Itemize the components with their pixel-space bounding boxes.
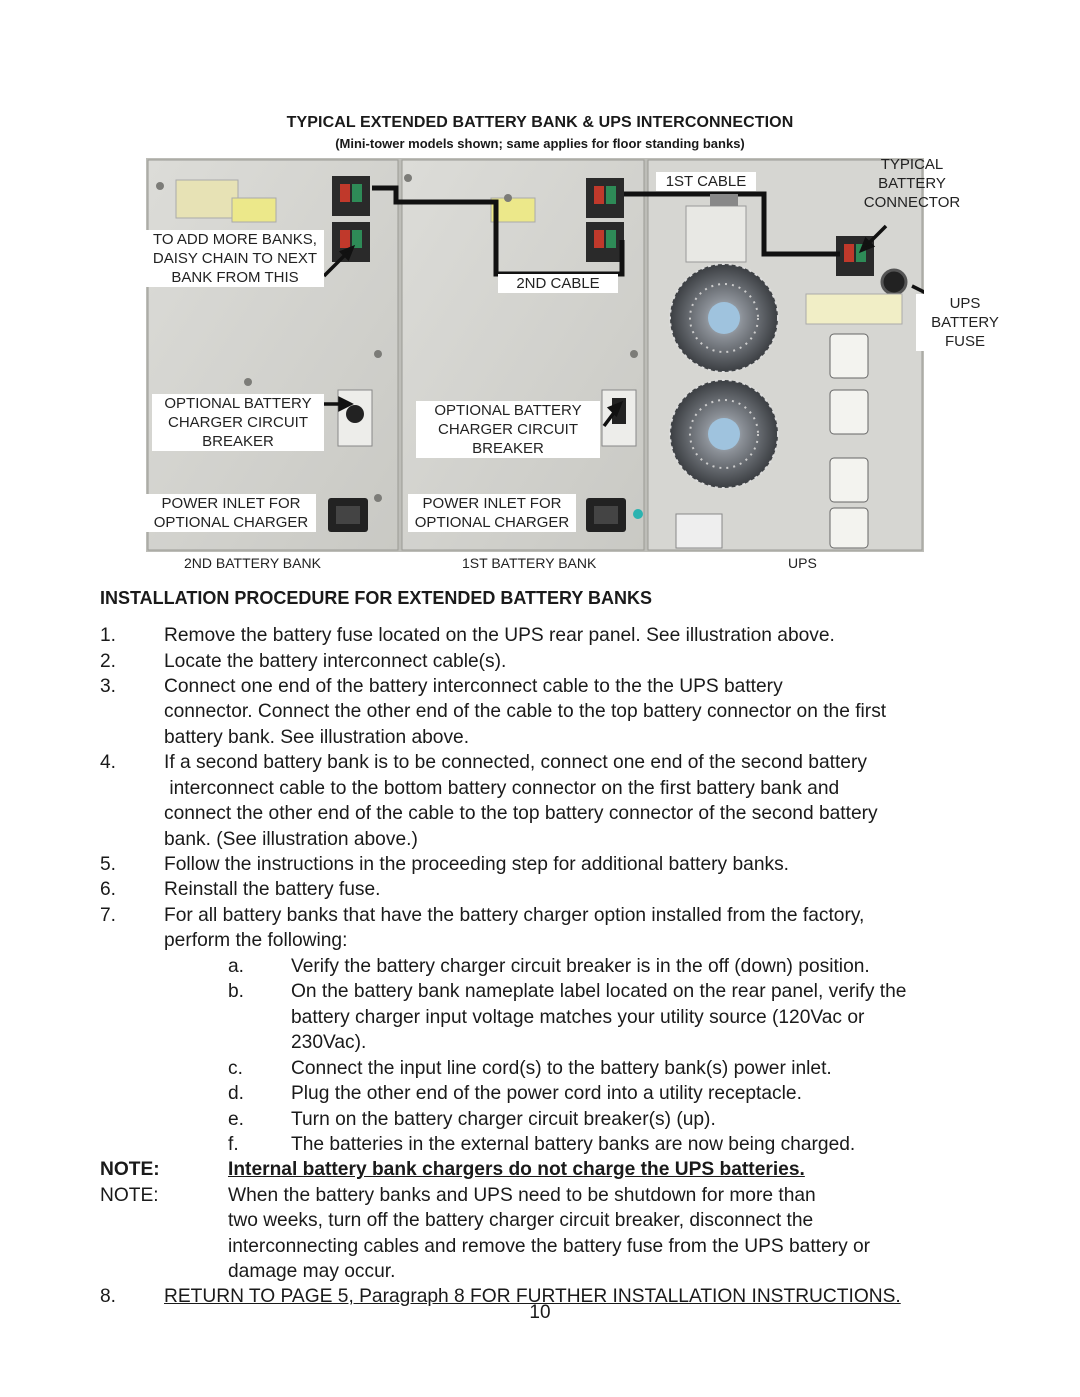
- step-text: Locate the battery interconnect cable(s).: [164, 651, 507, 672]
- step-text: If a second battery bank is to be connected, connect one end of the second battery: [164, 752, 867, 773]
- step-number: 2.: [100, 651, 117, 672]
- battery-connector-callout: TYPICAL BATTERY CONNECTOR: [863, 156, 961, 211]
- note-label: NOTE:: [100, 1159, 160, 1180]
- first-bank-label: 1ST BATTERY BANK: [462, 555, 597, 571]
- breaker-callout-1st-bank: OPTIONAL BATTERY CHARGER CIRCUIT BREAKER: [416, 401, 600, 458]
- figure-subtitle: (Mini-tower models shown; same applies for floor standing banks): [335, 136, 745, 151]
- note-label: NOTE:: [100, 1185, 159, 1206]
- breaker-callout-2nd-bank: OPTIONAL BATTERY CHARGER CIRCUIT BREAKER: [152, 394, 324, 451]
- battery-fuse-callout: UPS BATTERY FUSE: [916, 294, 1014, 351]
- step-text: Remove the battery fuse located on the UPS rear panel. See illustration above.: [164, 625, 835, 646]
- first-cable-callout: 1ST CABLE: [656, 172, 756, 191]
- step-number: 1.: [100, 625, 117, 646]
- breaker-1st-bank: [602, 390, 636, 446]
- step-text: perform the following:: [164, 930, 348, 951]
- daisy-chain-callout: TO ADD MORE BANKS, DAISY CHAIN TO NEXT BANK FROM THIS: [146, 230, 324, 287]
- step-number: 4.: [100, 752, 117, 773]
- inlet-1st-bank: [586, 498, 626, 532]
- step-8-link-text[interactable]: RETURN TO PAGE 5, Paragraph 8 FOR FURTHER INSTALLATION INSTRUCTIONS.: [164, 1286, 901, 1307]
- connector-1st-bank-bottom: [586, 222, 624, 262]
- interconnection-photo: [146, 156, 999, 552]
- substep-letter: a.: [228, 956, 245, 977]
- section-heading: INSTALLATION PROCEDURE FOR EXTENDED BATTERY BANKS: [100, 588, 653, 608]
- step-number: 3.: [100, 676, 117, 697]
- page-number: 10: [529, 1302, 551, 1323]
- note-text: When the battery banks and UPS need to be shutdown for more than: [228, 1185, 816, 1206]
- ups-fan-bottom: [670, 380, 778, 488]
- substep-letter: e.: [228, 1109, 245, 1130]
- breaker-2nd-bank: [338, 390, 372, 446]
- step-text: Follow the instructions in the proceeding step for additional battery banks.: [164, 854, 790, 875]
- substep-text: The batteries in the external battery banks are now being charged.: [291, 1134, 856, 1155]
- substep-text: Connect the input line cord(s) to the battery bank(s) power inlet.: [291, 1058, 832, 1079]
- note-text: damage may occur.: [228, 1261, 396, 1282]
- substep-letter: b.: [228, 981, 245, 1002]
- step-number: 6.: [100, 879, 117, 900]
- connector-2nd-bank-bottom: [332, 222, 370, 262]
- ups-label: UPS: [788, 555, 817, 571]
- connector-2nd-bank-top: [332, 176, 370, 216]
- note-text: two weeks, turn off the battery charger circuit breaker, disconnect the: [228, 1210, 814, 1231]
- step-text: Reinstall the battery fuse.: [164, 879, 381, 900]
- ups-fan-top: [670, 264, 778, 372]
- substep-text: Turn on the battery charger circuit breaker(s) (up).: [291, 1109, 716, 1130]
- note-text: interconnecting cables and remove the battery fuse from the UPS battery or: [228, 1236, 871, 1257]
- step-text: connector. Connect the other end of the cable to the top battery connector on the first: [164, 701, 887, 722]
- note-text: Internal battery bank chargers do not charge the UPS batteries.: [228, 1159, 805, 1180]
- inlet-2nd-bank: [328, 498, 368, 532]
- step-text: battery bank. See illustration above.: [164, 727, 470, 748]
- connector-1st-bank-top: [586, 178, 624, 218]
- substep-letter: d.: [228, 1083, 245, 1104]
- step-number: 8.: [100, 1286, 117, 1307]
- panel-illustration: [146, 158, 924, 552]
- step-text: For all battery banks that have the battery charger option installed from the factory,: [164, 905, 865, 926]
- second-bank-label: 2ND BATTERY BANK: [184, 555, 321, 571]
- step-text: connect the other end of the cable to the top battery connector of the second battery: [164, 803, 878, 824]
- ups-fuse-holder: [882, 270, 906, 294]
- substep-text: On the battery bank nameplate label located on the rear panel, verify the: [291, 981, 907, 1002]
- second-cable-callout: 2ND CABLE: [498, 274, 618, 293]
- inlet-callout-1st-bank: POWER INLET FOR OPTIONAL CHARGER: [408, 494, 576, 532]
- substep-text: Verify the battery charger circuit breaker is in the off (down) position.: [291, 956, 870, 977]
- step-text: bank. (See illustration above.): [164, 829, 418, 850]
- substep-letter: f.: [228, 1134, 239, 1155]
- step-number: 5.: [100, 854, 117, 875]
- step-text: Connect one end of the battery interconnect cable to the the UPS battery: [164, 676, 783, 697]
- step-number: 7.: [100, 905, 117, 926]
- step-text: interconnect cable to the bottom battery connector on the first battery bank and: [164, 778, 840, 799]
- substep-text: 230Vac).: [291, 1032, 367, 1053]
- substep-text: Plug the other end of the power cord into a utility receptacle.: [291, 1083, 802, 1104]
- substep-text: battery charger input voltage matches your utility source (120Vac or: [291, 1007, 865, 1028]
- inlet-callout-2nd-bank: POWER INLET FOR OPTIONAL CHARGER: [146, 494, 316, 532]
- figure-title: TYPICAL EXTENDED BATTERY BANK & UPS INTERCONNECTION: [286, 114, 794, 131]
- substep-letter: c.: [228, 1058, 243, 1079]
